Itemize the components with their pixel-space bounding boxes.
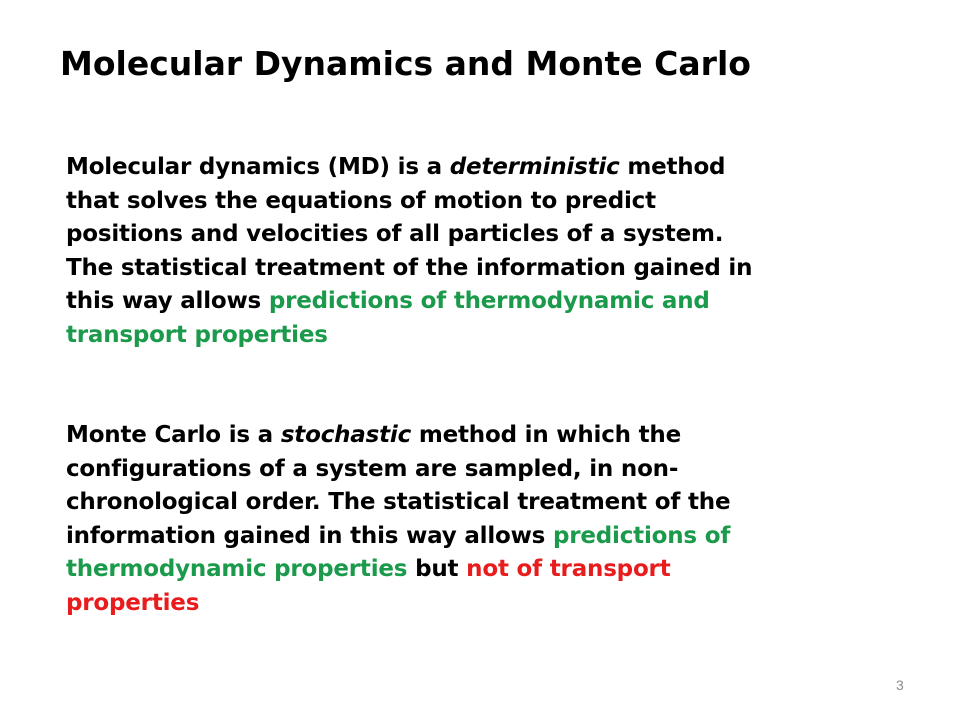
md-line-4: The statistical treatment of the information gained in <box>66 254 753 281</box>
md-highlight-green: predictions of thermodynamic and <box>268 288 710 314</box>
slide-title: Molecular Dynamics and Monte Carlo <box>60 44 751 83</box>
mc-line-6-highlight-red: properties <box>66 589 200 616</box>
mc-paragraph <box>66 419 886 620</box>
mc-highlight-green-2: thermodynamic properties <box>66 556 408 582</box>
mc-line-1-end: method in which the <box>411 422 681 448</box>
mc-line-2: configurations of a system are sampled, in non- <box>66 455 679 482</box>
mc-line-1-text: Monte Carlo is a <box>66 422 281 448</box>
page-number: 3 <box>896 677 904 693</box>
md-line-2: that solves the equations of motion to predict <box>66 187 656 214</box>
mc-highlight-red: not of transport <box>466 556 671 582</box>
md-line-6-highlight-green: transport properties <box>66 321 328 348</box>
md-line-5-text: this way allows <box>66 288 269 314</box>
mc-line-4 <box>66 520 886 554</box>
md-deterministic-term: deterministic <box>449 154 620 180</box>
mc-line-5 <box>66 553 886 587</box>
md-line-1-end: method <box>619 154 726 180</box>
md-line-1 <box>66 151 886 185</box>
mc-line-4-text: information gained in this way allows <box>66 522 553 549</box>
mc-stochastic-term: stochastic <box>280 422 412 448</box>
md-paragraph <box>66 151 886 352</box>
mc-highlight-green: predictions of <box>552 522 731 549</box>
md-line-5 <box>66 285 886 319</box>
md-line-3: positions and velocities of all particles of a system. <box>66 221 724 247</box>
mc-line-1 <box>66 419 886 453</box>
mc-line-5-text: but <box>407 556 467 582</box>
mc-line-3: chronological order. The statistical treatment of the <box>66 489 731 515</box>
md-line-1-text: Molecular dynamics (MD) is a <box>66 154 450 180</box>
